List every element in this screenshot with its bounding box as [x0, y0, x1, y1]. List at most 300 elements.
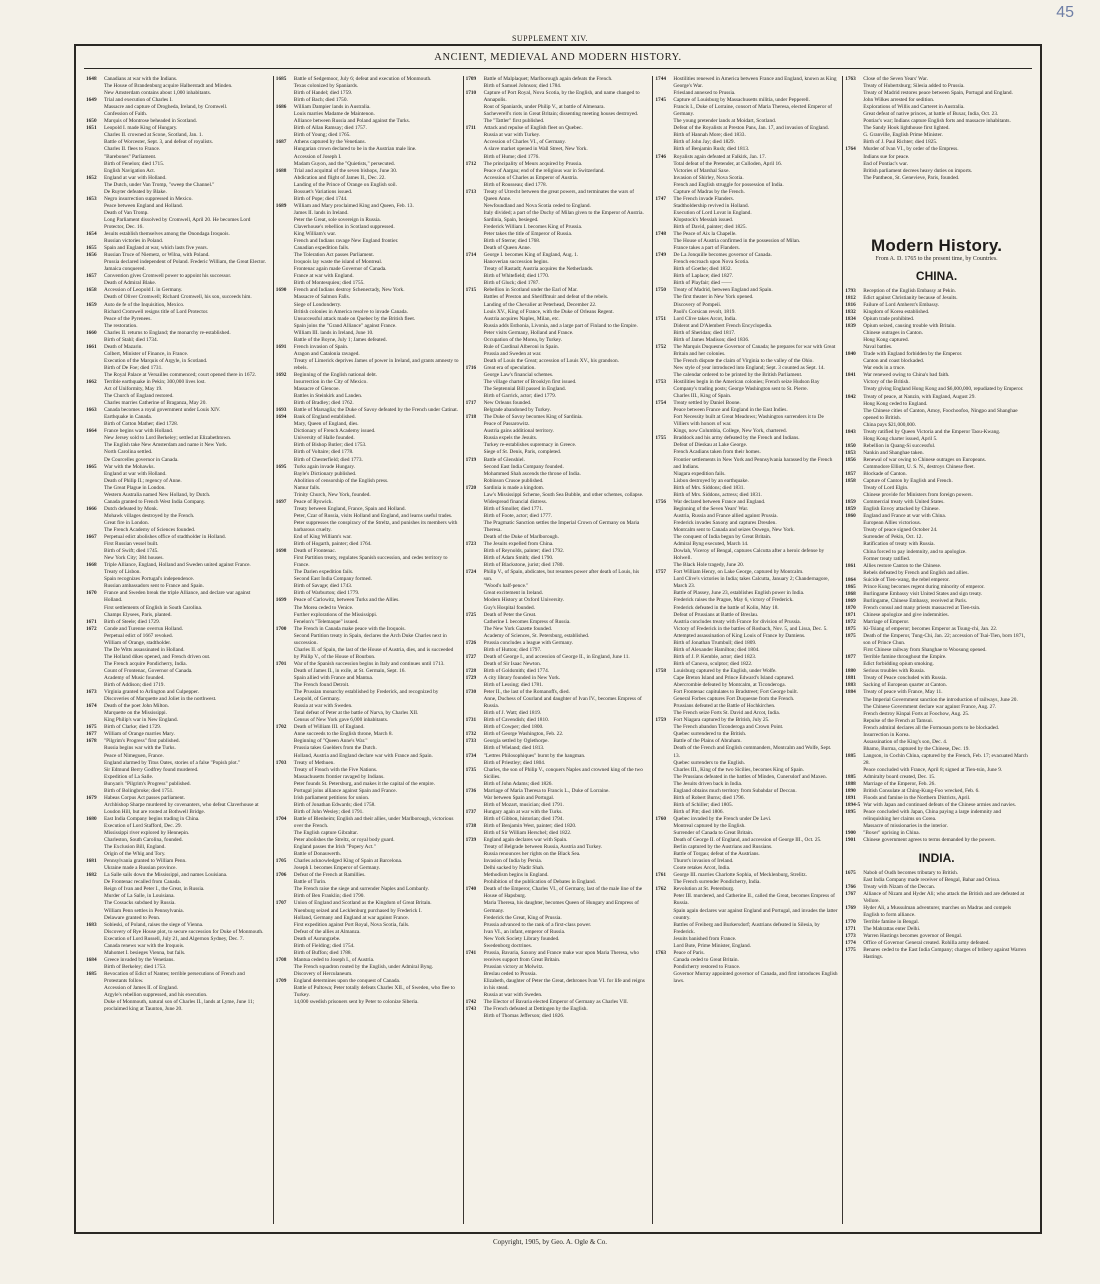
- entry-year: [276, 781, 294, 788]
- timeline-entry: [655, 767, 838, 774]
- timeline-entry: [466, 485, 649, 492]
- entry-year: 1684: [86, 956, 97, 963]
- entry-year: [86, 527, 104, 534]
- timeline-entry: [86, 421, 269, 428]
- entry-year: [466, 513, 484, 520]
- entry-year: [655, 245, 673, 252]
- entry-year: [466, 830, 484, 837]
- entry-text: The French raise the siege and surrender Naples and Lombardy.: [293, 886, 430, 893]
- entry-year: [655, 703, 673, 710]
- timeline-entry: [845, 161, 1028, 168]
- entry-year: [655, 879, 673, 886]
- entry-text: Death of Admiral Blake.: [104, 280, 157, 287]
- timeline-entry: [86, 189, 269, 196]
- timeline-entry: [655, 879, 838, 886]
- entry-year: 1658: [86, 287, 97, 294]
- entry-year: [845, 647, 863, 654]
- entry-text: Peter abolishes the Streltz, or royal body guard.: [293, 837, 395, 844]
- entry-text: Peter takes the title of Emperor of Russia.: [483, 231, 573, 238]
- timeline-entry: [86, 442, 269, 449]
- entry-year: [655, 619, 673, 626]
- entry-text: Prussians defeated at the Battle of Hochkirchen.: [673, 703, 776, 710]
- entry-year: [845, 365, 863, 372]
- entry-year: [466, 971, 484, 978]
- entry-text: Birth of Steele; died 1729.: [104, 618, 161, 625]
- entry-year: [86, 457, 104, 464]
- entry-year: [845, 125, 863, 132]
- entry-year: 1763: [655, 949, 666, 956]
- entry-text: Dutch defeated by Monk.: [104, 505, 159, 512]
- entry-year: [845, 711, 863, 718]
- entry-text: Birth of Samuel Johnson; died 1784.: [483, 83, 562, 90]
- timeline-entry: [655, 302, 838, 309]
- entry-text: The French Academy of Sciences founded.: [104, 527, 196, 533]
- entry-year: 1760: [655, 815, 666, 822]
- entry-year: [845, 104, 863, 111]
- entry-text: Death of the Emperor, Charles VI., of Germany, last of the male line of the House of Hapsburg.: [483, 886, 643, 900]
- timeline-entry: [86, 323, 269, 330]
- entry-year: [86, 393, 104, 400]
- entry-year: [466, 943, 484, 950]
- entry-text: Admiral Byng executed, March 14.: [673, 541, 749, 548]
- timeline-entry: [86, 745, 269, 752]
- timeline-entry: [276, 661, 459, 668]
- timeline-entry: [466, 781, 649, 788]
- entry-text: Perpetual edict abolishes office of stadtholder in Holland.: [104, 534, 226, 541]
- timeline-entry: [276, 449, 459, 456]
- entry-text: De Courcelles governor in Canada.: [104, 456, 179, 463]
- entry-year: 1662: [86, 379, 97, 386]
- entry-year: [276, 449, 294, 456]
- timeline-entry: [466, 767, 649, 781]
- entry-year: [655, 182, 673, 189]
- entry-text: General Forbes captures Fort Duquesne from the French.: [673, 696, 795, 703]
- entry-year: [276, 125, 294, 132]
- entry-year: [276, 442, 294, 449]
- entry-year: [845, 139, 863, 146]
- entry-text: Birth of Goldsmith; died 1774.: [483, 667, 550, 674]
- entry-text: Hong Kong charter issued, April 5.: [863, 435, 938, 442]
- timeline-entry: [655, 964, 838, 971]
- timeline-entry: [276, 358, 459, 372]
- entry-year: [86, 139, 104, 146]
- timeline-entry: [466, 640, 649, 647]
- entry-text: Rebellion in Quang-Si successful.: [863, 442, 936, 449]
- entry-text: Battle of Glenshiel.: [483, 456, 525, 463]
- entry-text: Beginning of "Queen Anne's War.": [293, 738, 368, 745]
- timeline-entry: [86, 83, 269, 90]
- entry-year: [655, 294, 673, 301]
- entry-text: Treaty of Peace concluded with Russia.: [863, 675, 947, 682]
- entry-text: The Prussian monarchy established by Frederick, and recognized by Leopold, of Germany.: [293, 689, 439, 703]
- timeline-entry: [86, 351, 269, 358]
- timeline-entry: [655, 527, 838, 534]
- entry-year: [655, 957, 673, 964]
- timeline-entry: [86, 449, 269, 456]
- entry-year: [845, 485, 863, 492]
- timeline-entry: [845, 830, 1028, 837]
- entry-text: Origin of the Whig and Tory.: [104, 851, 166, 858]
- entry-text: Capture of Port Royal, Nova Scotia, by the English, and name changed to Annapolis.: [483, 90, 640, 104]
- entry-year: [655, 936, 673, 943]
- timeline-entry: [845, 309, 1028, 316]
- entry-year: [276, 154, 294, 161]
- entry-year: [655, 724, 673, 731]
- entry-year: [86, 612, 104, 619]
- entry-text: La Salle sails down the Mississippi, and names Louisiana.: [104, 872, 228, 879]
- entry-year: 1729: [465, 674, 477, 681]
- timeline-entry: [276, 774, 459, 781]
- timeline-entry: [466, 189, 649, 203]
- timeline-entry: [466, 626, 649, 633]
- entry-year: 1853: [845, 449, 856, 456]
- entry-year: [276, 224, 294, 231]
- entry-text: The principality of Meurs acquired by Prussia.: [483, 160, 583, 167]
- entry-text: Charles III., King of the two Sicilies, becomes King of Spain.: [673, 766, 805, 773]
- timeline-entry: [466, 936, 649, 943]
- entry-text: Birth of J. Paul Richter; died 1825.: [863, 139, 938, 146]
- entry-year: [86, 647, 104, 654]
- entry-year: [276, 541, 294, 548]
- timeline-entry: [466, 139, 649, 146]
- entry-text: China forced to pay indemnity, and to apologize.: [863, 548, 967, 555]
- entry-year: [655, 597, 673, 604]
- timeline-entry: [655, 830, 838, 837]
- timeline-entry: [655, 626, 838, 633]
- entry-year: 1663: [86, 407, 97, 414]
- entry-year: [466, 682, 484, 689]
- timeline-entry: [466, 175, 649, 182]
- entry-text: Surrender of Pekin, Oct. 12.: [863, 534, 923, 541]
- entry-year: 1751: [655, 315, 666, 322]
- timeline-entry: [845, 891, 1028, 905]
- entry-text: Peace between England and Holland.: [104, 202, 183, 209]
- timeline-entry: [276, 520, 459, 534]
- entry-year: [466, 111, 484, 118]
- entry-year: [655, 710, 673, 717]
- entry-text: Capture of Madras by the French.: [673, 188, 745, 195]
- entry-year: [655, 203, 673, 210]
- entry-year: [466, 992, 484, 999]
- entry-text: Execution of Lord Stafford, Dec. 29.: [104, 822, 182, 829]
- entry-text: Birth of Gluck; died 1787.: [483, 280, 540, 287]
- entry-text: Frederick defeated in the battle of Kolin, May 18.: [673, 604, 779, 611]
- entry-text: The conquest of India begun by Great Britain.: [673, 534, 772, 541]
- entry-text: Birth of Whitefield; died 1770.: [483, 273, 550, 280]
- timeline-entry: [845, 884, 1028, 891]
- entry-text: Capture of Louisburg by Massachusetts militia, under Pepperell.: [673, 97, 810, 104]
- entry-year: [655, 837, 673, 844]
- entry-year: 1678: [86, 738, 97, 745]
- entry-year: 1895: [845, 809, 856, 816]
- entry-year: [466, 534, 484, 541]
- timeline-entry: [655, 823, 838, 830]
- entry-year: 1763: [845, 76, 856, 82]
- entry-year: [466, 590, 484, 597]
- entry-text: The "Tattler" first published.: [483, 118, 545, 125]
- entry-year: [845, 408, 863, 422]
- entry-year: 1755: [655, 435, 666, 442]
- timeline-entry: [845, 386, 1028, 393]
- timeline-entry: [845, 947, 1028, 961]
- timeline-entry: [466, 330, 649, 337]
- entry-year: 1881: [845, 675, 856, 682]
- entry-year: [466, 442, 484, 449]
- entry-year: 1757: [655, 569, 666, 576]
- entry-text: Birth of Handel; died 1759.: [293, 90, 353, 97]
- entry-year: [655, 964, 673, 971]
- entry-year: [466, 224, 484, 231]
- entry-text: The Duke of Savoy becomes King of Sardinia.: [483, 414, 583, 421]
- entry-text: Death of Sir Isaac Newton.: [483, 660, 542, 667]
- entry-text: Birth of Sir William Herschel; died 1822.: [483, 830, 572, 837]
- timeline-entry: [276, 745, 459, 752]
- entry-text: Newfoundland and Nova Scotia ceded to England.: [483, 202, 591, 209]
- entry-text: Hungarian crown declared to be in the Austrian male line.: [293, 146, 417, 153]
- timeline-entry: [276, 154, 459, 161]
- entry-year: [655, 442, 673, 449]
- entry-year: [276, 922, 294, 929]
- entry-text: First settlements of English in South Carolina.: [104, 604, 203, 611]
- entry-text: The Sandy Hook lighthouse first lighted.: [863, 125, 950, 132]
- entry-text: Alliance between Russia and Poland against the Turks.: [293, 118, 411, 125]
- entry-year: 1872: [845, 619, 856, 625]
- entry-text: Treaty of Utrecht between the great powers, and terminates the wars of Queen Anne.: [483, 188, 635, 202]
- entry-year: [466, 647, 484, 654]
- entry-text: Murder of La Salle, in Louisiana.: [104, 893, 175, 900]
- timeline-entry: [86, 816, 269, 823]
- entry-text: Birth of Hutton; died 1797.: [483, 646, 542, 653]
- timeline-entry: [845, 506, 1028, 513]
- entry-year: 1865: [845, 583, 856, 590]
- entry-text: French invasion of Spain.: [293, 343, 349, 350]
- entry-text: Battles of Freiberg and Burkersdorf; Austrians defeated in Silesia, by Frederick.: [673, 921, 820, 935]
- entry-text: Rebellion in Scotland under the Earl of Mar.: [483, 287, 578, 294]
- entry-year: [86, 372, 104, 379]
- entry-year: [845, 97, 863, 104]
- entry-text: Birth of Bolingbroke; died 1751.: [104, 787, 174, 794]
- timeline-entry: [845, 76, 1028, 83]
- entry-text: Birth of Mrs. Siddons; died 1831.: [673, 484, 745, 491]
- timeline-entry: [276, 506, 459, 513]
- supplement-label: SUPPLEMENT XIV.: [511, 34, 589, 43]
- entry-text: Execution of Lord Russell, July 21, and Algernon Sydney, Dec. 7.: [104, 935, 244, 942]
- entry-year: [655, 238, 673, 245]
- entry-text: 14,000 swedish prisoners sent by Peter to colonize Siberia.: [293, 999, 419, 1006]
- timeline-entry: [466, 302, 649, 309]
- timeline-entry: [86, 203, 269, 210]
- entry-text: Defeat of Prussians at Battle of Breslau.: [673, 611, 759, 618]
- timeline-entry: [466, 294, 649, 301]
- entry-text: Death of Philip II.; regency of Anne.: [104, 477, 182, 484]
- entry-text: Death of George II. of England, and accession of George III., Oct. 25.: [673, 837, 822, 844]
- timeline-entry: [276, 837, 459, 844]
- entry-year: [276, 506, 294, 513]
- entry-year: 1689: [275, 202, 287, 209]
- entry-year: [276, 118, 294, 125]
- timeline-entry: [466, 506, 649, 513]
- entry-text: Birth of Allan Ramsay; died 1757.: [293, 125, 367, 132]
- timeline-entry: [655, 936, 838, 943]
- entry-year: [845, 436, 863, 443]
- entry-text: England again declares war with Spain.: [483, 837, 568, 844]
- entry-text: Spain and England at war, which lasts five years.: [104, 245, 208, 252]
- entry-text: Birth of Robert Burns; died 1796.: [673, 794, 745, 801]
- entry-text: Sobieski, of Poland, raises the siege of Vienna.: [104, 921, 204, 928]
- timeline-entry: [276, 280, 459, 287]
- timeline-entry: [466, 886, 649, 900]
- entry-text: Academy of Sciences, St. Petersburg, established.: [483, 632, 590, 639]
- entry-year: [655, 125, 673, 132]
- timeline-entry: [845, 563, 1028, 570]
- timeline-entry: [655, 654, 838, 661]
- entry-year: 1858: [845, 478, 856, 485]
- entry-year: [655, 971, 673, 985]
- entry-text: Victory of Frederick in the battles of Rosbach, Nov. 5, and Lissa, Dec. 5.: [673, 625, 828, 632]
- timeline-entry: [276, 626, 459, 633]
- entry-year: [86, 132, 104, 139]
- page-title: ANCIENT, MEDIEVAL AND MODERN HISTORY.: [434, 52, 682, 63]
- entry-year: 1774: [845, 940, 856, 947]
- timeline-entry: [466, 520, 649, 534]
- entry-year: [86, 548, 104, 555]
- entry-year: [466, 203, 484, 210]
- timeline-entry: [845, 471, 1028, 478]
- timeline-entry: [466, 161, 649, 168]
- entry-year: 1739: [465, 837, 477, 844]
- timeline-entry: [845, 802, 1028, 809]
- timeline-entry: [86, 605, 269, 612]
- timeline-entry: [466, 358, 649, 365]
- entry-text: Death of the French and English commanders, Montcalm and Wolfe, Sept. 13.: [673, 745, 832, 759]
- entry-text: North Carolina settled.: [104, 449, 153, 456]
- entry-year: [655, 323, 673, 330]
- entry-year: [845, 111, 863, 118]
- entry-year: 1875: [845, 633, 856, 640]
- entry-text: Landing of the Chevalier at Peterhead, December 22.: [483, 301, 597, 308]
- timeline-entry: [845, 168, 1028, 175]
- timeline-entry: [276, 196, 459, 203]
- entry-year: 1752: [655, 343, 666, 350]
- entry-text: Sardinia is made a kingdom.: [483, 484, 545, 491]
- timeline-entry: [86, 654, 269, 661]
- entry-text: Warren Hastings becomes governor of Bengal.: [863, 932, 963, 939]
- entry-year: 1725: [465, 611, 477, 618]
- entry-year: 1742: [465, 999, 477, 1006]
- timeline-entry: [466, 760, 649, 767]
- entry-text: Langson, in Cochin China, captured by the French, Feb. 17; evacuated March 28.: [863, 752, 1028, 766]
- entry-year: [655, 146, 673, 153]
- entry-year: [276, 555, 294, 569]
- entry-year: [86, 992, 104, 999]
- entry-text: Western Australia named New Holland, by Dutch.: [104, 491, 211, 498]
- entry-year: [655, 823, 673, 830]
- entry-year: [655, 224, 673, 231]
- entry-text: First Partition treaty, regulates Spanish succession, and cedes territory to France.: [293, 555, 448, 569]
- entry-year: [86, 851, 104, 858]
- entry-year: [466, 435, 484, 442]
- timeline-entry: [845, 337, 1028, 344]
- entry-text: De La Jonquille becomes governor of Canada.: [673, 252, 772, 259]
- timeline-entry: [845, 358, 1028, 365]
- entry-text: Edict against Christianity because of Jesuits.: [863, 294, 958, 301]
- entry-text: Birth of Hannah More; died 1833.: [673, 132, 746, 139]
- entry-year: [276, 950, 294, 957]
- entry-text: Frederick raises the Prague, May 6, victory of Frederick.: [673, 597, 794, 604]
- entry-year: [655, 358, 673, 365]
- timeline-entry: [276, 485, 459, 492]
- entry-year: 1842: [845, 393, 856, 400]
- entry-text: Earthquake in Canada.: [104, 414, 153, 421]
- timeline-entry: [845, 394, 1028, 401]
- entry-year: [466, 168, 484, 175]
- entry-year: [276, 266, 294, 273]
- entry-text: Birth of Young; died 1765.: [293, 132, 351, 139]
- entry-year: [276, 182, 294, 189]
- entry-text: Pondicherry restored to France.: [673, 963, 741, 970]
- entry-year: [276, 619, 294, 626]
- entry-year: 1726: [465, 639, 477, 646]
- entry-year: 1693: [275, 407, 287, 414]
- entry-text: Treaty of peace, at Nanzin, with England, August 29.: [863, 393, 976, 400]
- entry-year: [466, 795, 484, 802]
- entry-text: End of King William's war.: [293, 534, 352, 541]
- entry-year: [466, 210, 484, 217]
- entry-text: Floods and famine in the Northern Districts, April.: [863, 795, 971, 802]
- entry-year: [466, 421, 484, 428]
- entry-text: Russia begins war with the Turks.: [104, 745, 176, 752]
- entry-text: The French abandon Ticonderoga and Crown Point.: [673, 724, 784, 731]
- entry-text: Peace of Aargau; end of the religious war in Switzerland.: [483, 167, 605, 174]
- entry-year: [655, 471, 673, 478]
- timeline-entry: [86, 294, 269, 301]
- entry-year: 1707: [275, 900, 287, 907]
- entry-year: 1860: [845, 513, 856, 520]
- entry-text: Birth of Chesterfield; died 1773.: [293, 456, 363, 463]
- entry-year: 1857: [845, 471, 856, 478]
- timeline-entry: [466, 344, 649, 351]
- timeline-entry: [86, 154, 269, 161]
- entry-text: Birth of John Jay; died 1829.: [673, 139, 735, 146]
- entry-year: 1685: [86, 970, 97, 977]
- entry-year: [86, 886, 104, 893]
- entry-text: Louis XV., King of France, with the Duke of Orleans Regent.: [483, 308, 614, 315]
- timeline-entry: [655, 323, 838, 330]
- entry-text: Joseph I. becomes Emperor of Germany.: [293, 865, 381, 872]
- entry-year: 1677: [86, 731, 97, 738]
- entry-text: Birth of Reynolds, painter; died 1792.: [483, 548, 565, 555]
- entry-year: 1698: [275, 548, 287, 555]
- entry-text: Count of Frontenac, Governor of Canada.: [104, 667, 193, 674]
- entry-text: Birth of Laplace; died 1827.: [673, 273, 734, 280]
- entry-year: [845, 556, 863, 563]
- entry-text: Royalists again defeated at Falkirk, Jan. 17.: [673, 153, 766, 160]
- entry-year: [276, 999, 294, 1006]
- entry-text: The Morea ceded to Venice.: [293, 604, 354, 611]
- entry-text: Revolution at St. Petersburg.: [673, 886, 735, 893]
- entry-text: Birth of Adam Smith; died 1790.: [483, 555, 554, 562]
- modern-history-title: Modern History.: [871, 235, 1003, 255]
- entry-year: [466, 583, 484, 590]
- entry-year: 1840: [845, 351, 856, 358]
- timeline-entry: [655, 802, 838, 809]
- entry-year: 1720: [465, 484, 477, 491]
- entry-year: [466, 407, 484, 414]
- entry-year: [276, 908, 294, 915]
- timeline-entry: [655, 203, 838, 210]
- entry-year: 1674: [86, 703, 97, 710]
- timeline-entry: [655, 316, 838, 323]
